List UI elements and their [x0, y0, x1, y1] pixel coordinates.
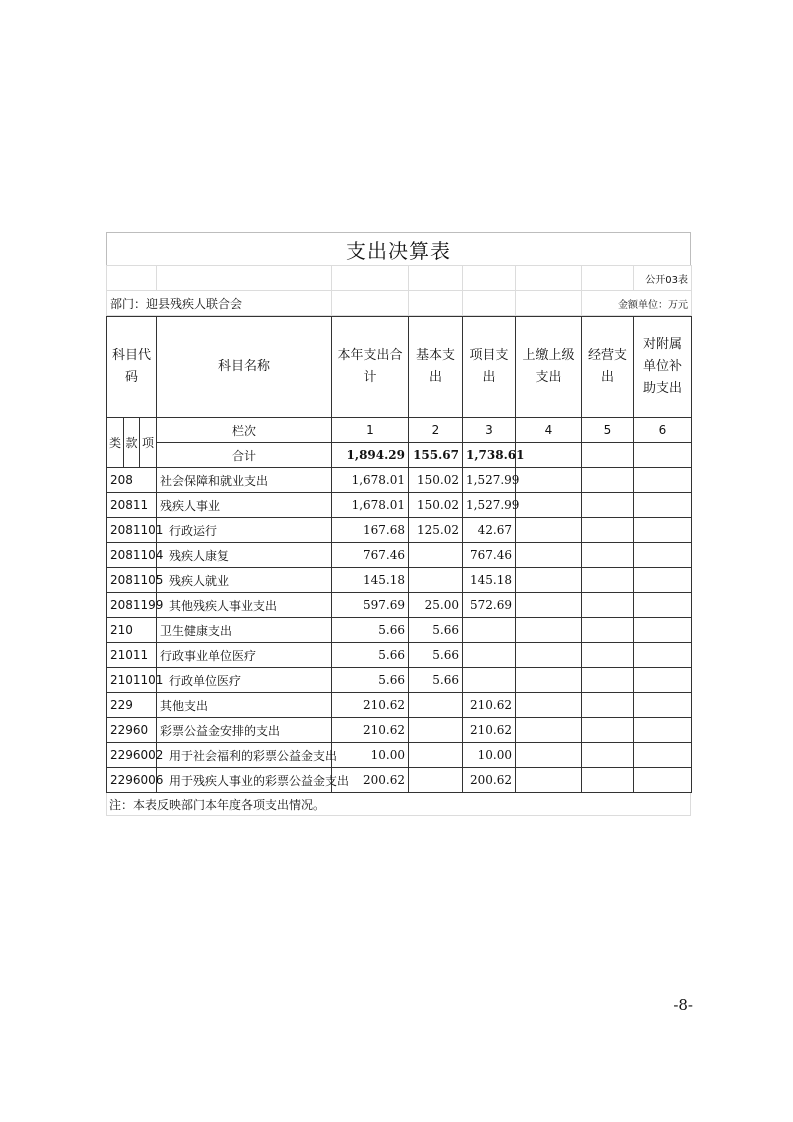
row-col6 [634, 693, 692, 718]
table-row [107, 693, 692, 718]
row-col2 [409, 768, 463, 793]
form-code: 公开03表 [634, 266, 692, 291]
row-name: 其他支出 [157, 693, 332, 718]
col-number-5: 5 [582, 418, 634, 443]
header-kuan: 款 [124, 418, 140, 468]
row-col4 [516, 718, 582, 743]
row-col3: 210.62 [463, 693, 516, 718]
col-number-2: 2 [409, 418, 463, 443]
table-row [107, 618, 692, 643]
row-code: 2081101 [107, 518, 157, 543]
table-row [107, 718, 692, 743]
row-col3: 767.46 [463, 543, 516, 568]
row-name: 彩票公益金安排的支出 [157, 718, 332, 743]
row-col1: 210.62 [332, 718, 409, 743]
row-col2: 5.66 [409, 668, 463, 693]
row-col1: 145.18 [332, 568, 409, 593]
row-col2 [409, 718, 463, 743]
row-col4 [516, 668, 582, 693]
row-col5 [582, 668, 634, 693]
row-col4 [516, 518, 582, 543]
table-note: 注：本表反映部门本年度各项支出情况。 [106, 793, 691, 816]
header-xiang: 项 [140, 418, 157, 468]
table-row [107, 768, 692, 793]
header-col3: 项目支出 [463, 317, 516, 418]
row-col4 [516, 768, 582, 793]
row-col1: 767.46 [332, 543, 409, 568]
header-col4: 上缴上级支出 [516, 317, 582, 418]
row-name: 行政单位医疗 [157, 668, 332, 693]
row-col1: 5.66 [332, 668, 409, 693]
row-name: 社会保障和就业支出 [157, 468, 332, 493]
row-col5 [582, 543, 634, 568]
row-col5 [582, 518, 634, 543]
row-col2 [409, 568, 463, 593]
row-col1: 210.62 [332, 693, 409, 718]
header-col5: 经营支出 [582, 317, 634, 418]
row-col3 [463, 643, 516, 668]
row-code: 2296006 [107, 768, 157, 793]
row-name: 行政运行 [157, 518, 332, 543]
table-row [107, 493, 692, 518]
row-code: 208 [107, 468, 157, 493]
table-row [107, 468, 692, 493]
row-name: 残疾人事业 [157, 493, 332, 518]
total-col2: 155.67 [409, 443, 463, 468]
row-col1: 5.66 [332, 618, 409, 643]
row-col5 [582, 718, 634, 743]
row-col3: 572.69 [463, 593, 516, 618]
row-col2 [409, 543, 463, 568]
total-label: 合计 [157, 443, 332, 468]
row-col6 [634, 593, 692, 618]
row-col5 [582, 468, 634, 493]
row-name: 用于残疾人事业的彩票公益金支出 [157, 768, 332, 793]
row-code: 21011 [107, 643, 157, 668]
row-col4 [516, 468, 582, 493]
header-name: 科目名称 [157, 317, 332, 418]
row-col1: 1,678.01 [332, 468, 409, 493]
row-col6 [634, 743, 692, 768]
row-code: 22960 [107, 718, 157, 743]
row-col6 [634, 543, 692, 568]
row-name: 用于社会福利的彩票公益金支出 [157, 743, 332, 768]
row-col4 [516, 643, 582, 668]
row-col4 [516, 593, 582, 618]
row-col5 [582, 768, 634, 793]
row-col3: 10.00 [463, 743, 516, 768]
row-col5 [582, 693, 634, 718]
row-name: 其他残疾人事业支出 [157, 593, 332, 618]
page-number: -8- [673, 996, 693, 1014]
row-col5 [582, 643, 634, 668]
row-col2: 5.66 [409, 618, 463, 643]
row-col5 [582, 618, 634, 643]
row-code: 2101101 [107, 668, 157, 693]
row-col6 [634, 718, 692, 743]
total-col1: 1,894.29 [332, 443, 409, 468]
table-row [107, 518, 692, 543]
row-col2: 125.02 [409, 518, 463, 543]
department-label: 部门：迎县残疾人联合会 [107, 291, 332, 316]
row-col5 [582, 743, 634, 768]
row-col4 [516, 543, 582, 568]
total-col3: 1,738.61 [463, 443, 516, 468]
row-col3: 145.18 [463, 568, 516, 593]
header-lanci: 栏次 [157, 418, 332, 443]
row-col6 [634, 618, 692, 643]
row-code: 2296002 [107, 743, 157, 768]
row-col2: 5.66 [409, 643, 463, 668]
header-code: 科目代码 [107, 317, 157, 418]
col-number-6: 6 [634, 418, 692, 443]
header-col6: 对附属单位补助支出 [634, 317, 692, 418]
header-lei: 类 [107, 418, 124, 468]
row-code: 2081104 [107, 543, 157, 568]
row-col2: 150.02 [409, 493, 463, 518]
row-col3: 1,527.99 [463, 493, 516, 518]
row-col4 [516, 618, 582, 643]
table-row [107, 743, 692, 768]
row-col1: 167.68 [332, 518, 409, 543]
data-rows [107, 468, 692, 793]
row-col1: 10.00 [332, 743, 409, 768]
row-code: 229 [107, 693, 157, 718]
row-col2 [409, 743, 463, 768]
row-code: 2081199 [107, 593, 157, 618]
row-name: 行政事业单位医疗 [157, 643, 332, 668]
row-col1: 597.69 [332, 593, 409, 618]
unit-label: 金额单位：万元 [582, 291, 692, 316]
table-title: 支出决算表 [106, 232, 691, 265]
row-col5 [582, 568, 634, 593]
row-col6 [634, 568, 692, 593]
row-name: 残疾人康复 [157, 543, 332, 568]
row-col3 [463, 618, 516, 643]
row-name: 卫生健康支出 [157, 618, 332, 643]
table-row [107, 543, 692, 568]
table-row [107, 568, 692, 593]
col-number-3: 3 [463, 418, 516, 443]
row-col6 [634, 643, 692, 668]
table-row [107, 643, 692, 668]
table-row [107, 668, 692, 693]
row-col4 [516, 493, 582, 518]
row-col1: 5.66 [332, 643, 409, 668]
row-col6 [634, 668, 692, 693]
row-code: 210 [107, 618, 157, 643]
table-row [107, 593, 692, 618]
row-col5 [582, 593, 634, 618]
header-col1: 本年支出合计 [332, 317, 409, 418]
row-col2 [409, 693, 463, 718]
row-col4 [516, 568, 582, 593]
row-col6 [634, 518, 692, 543]
row-col4 [516, 743, 582, 768]
col-number-4: 4 [516, 418, 582, 443]
row-col3: 42.67 [463, 518, 516, 543]
header-col2: 基本支出 [409, 317, 463, 418]
meta-table [106, 265, 692, 316]
row-name: 残疾人就业 [157, 568, 332, 593]
row-col4 [516, 693, 582, 718]
row-code: 20811 [107, 493, 157, 518]
row-col6 [634, 768, 692, 793]
row-col2: 25.00 [409, 593, 463, 618]
expenditure-table [106, 316, 692, 793]
row-col2: 150.02 [409, 468, 463, 493]
row-col3 [463, 668, 516, 693]
row-col5 [582, 493, 634, 518]
row-col1: 200.62 [332, 768, 409, 793]
expenditure-sheet [106, 232, 691, 816]
col-number-1: 1 [332, 418, 409, 443]
row-col6 [634, 468, 692, 493]
row-col3: 210.62 [463, 718, 516, 743]
row-col1: 1,678.01 [332, 493, 409, 518]
row-code: 2081105 [107, 568, 157, 593]
row-col3: 200.62 [463, 768, 516, 793]
row-col3: 1,527.99 [463, 468, 516, 493]
row-col6 [634, 493, 692, 518]
